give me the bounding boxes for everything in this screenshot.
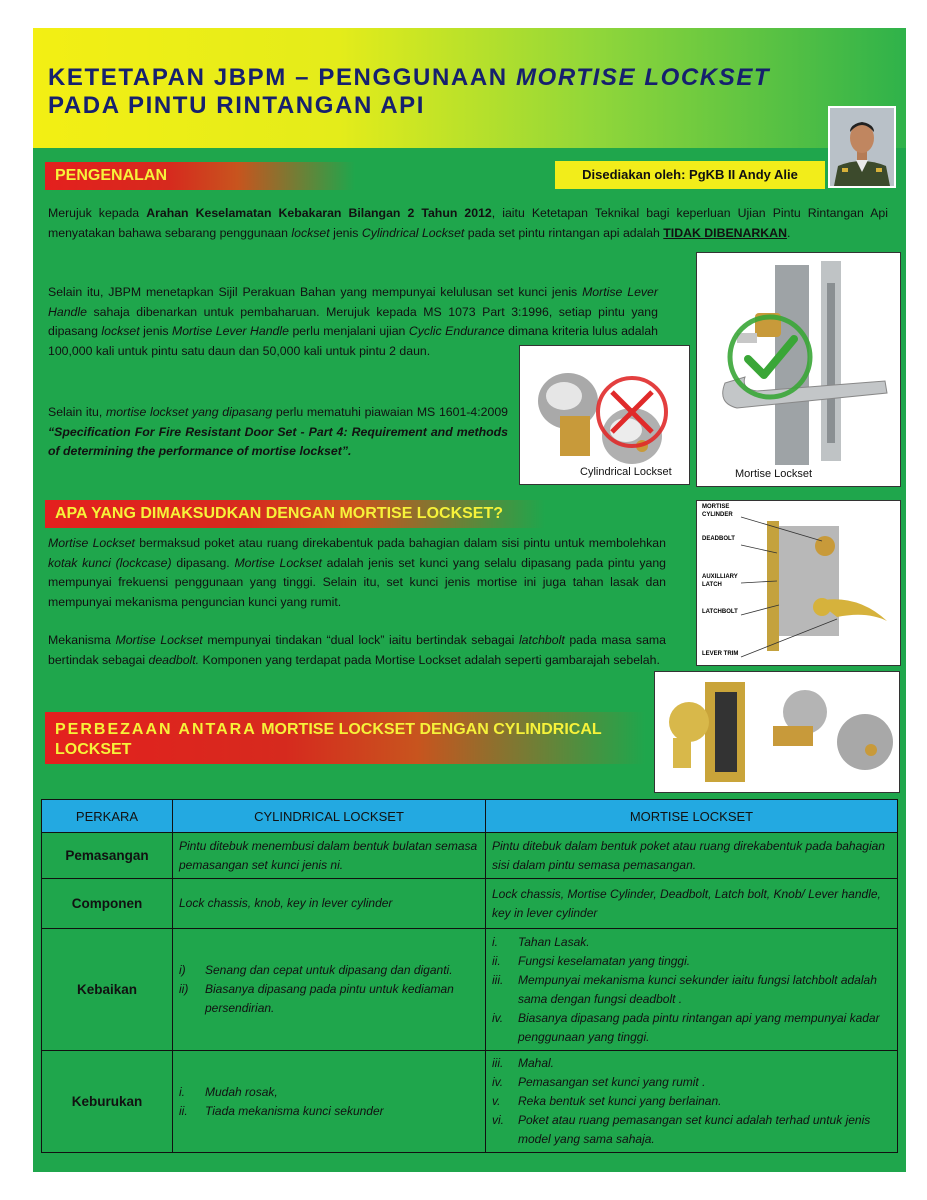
list-item <box>492 1009 891 1047</box>
list-item <box>179 961 479 980</box>
table-cell: Lock chassis, Mortise Cylinder, Deadbolt, Latch bolt, Knob/ Lever handle, key in lever cylinder <box>486 879 898 929</box>
intro-paragraph-3 <box>48 403 508 481</box>
text-run: mempunyai tindakan “dual lock” iaitu bertindak sebagai <box>202 633 519 647</box>
list-text: Biasanya dipasang pada pintu untuk kediaman persendirian. <box>205 982 454 1015</box>
text-run: , iaitu Ketetapan Teknikal bagi keperluan Ujian Pintu Rintangan Api menyatakan bahawa sebarang penggunaan <box>48 206 888 240</box>
rich-paragraph <box>48 204 888 243</box>
text-run: Cyclic Endurance <box>408 324 505 338</box>
text-run: perlu menjalani ujian <box>288 324 409 338</box>
text-run: dipasang. <box>171 555 235 570</box>
section-heading-text: PENGENALAN <box>55 167 168 184</box>
list-number: ii. <box>492 953 501 968</box>
table-header-row <box>42 800 898 833</box>
text-run: Arahan Keselamatan Kebakaran Bilangan 2 Tahun 2012 <box>146 206 492 220</box>
section-heading-text: APA YANG DIMAKSUDKAN DENGAN MORTISE LOCKSET? <box>55 505 504 522</box>
table-row <box>42 929 898 1051</box>
text-run: Komponen yang terdapat pada Mortise Lockset adalah seperti gambarajah sebelah. <box>199 652 660 667</box>
numbered-list <box>179 961 479 1018</box>
column-header: CYLINDRICAL LOCKSET <box>173 800 486 833</box>
table-cell <box>173 1051 486 1153</box>
text-run: Selain itu, JBPM menetapkan Sijil Perakuan Bahan yang mempunyai kelulusan set kunci jenis <box>48 285 583 299</box>
table-cell: Pintu ditebuk menembusi dalam bentuk bulatan semasa pemasangan set kunci jenis ni. <box>173 833 486 879</box>
caption-mortise: Mortise Lockset <box>735 468 813 480</box>
text-run: sahaja dibenarkan untuk pembaharuan. Merujuk kepada MS 1073 Part 3:1996, setiap pintu yang dipasang <box>48 304 658 338</box>
text-run: perlu mematuhi piawaian MS 1601-4:2009 <box>272 405 509 419</box>
text-run: Mortise Lever Handle <box>171 324 289 338</box>
text-run: Mortise Lockset <box>115 633 203 647</box>
row-label: Kebaikan <box>42 929 173 1051</box>
list-text: Mempunyai mekanisma kunci sekunder iaitu fungsi latchbolt adalah sama dengan fungsi deadbolt . <box>518 972 877 1006</box>
author-photo <box>828 106 896 188</box>
poster <box>33 28 906 1172</box>
row-label: Pemasangan <box>42 833 173 879</box>
title-line-2: PADA PINTU RINTANGAN API <box>48 92 426 119</box>
heading-part: PERBEZAAN ANTARA <box>55 721 257 738</box>
diagram-label: AUXILLIARY LATCH <box>702 574 738 588</box>
lockset-pair-image <box>654 671 900 793</box>
list-number: ii) <box>179 982 189 996</box>
list-item <box>492 1092 891 1111</box>
preparer-badge: Disediakan oleh: PgKB II Andy Alie <box>555 161 825 189</box>
text-run: . <box>786 225 791 240</box>
column-header: MORTISE LOCKSET <box>486 800 898 833</box>
column-header: PERKARA <box>42 800 173 833</box>
list-number: i. <box>179 1084 185 1099</box>
list-item <box>492 933 891 952</box>
row-label: Componen <box>42 879 173 929</box>
list-item <box>492 1111 891 1149</box>
table-cell <box>173 929 486 1051</box>
page-title <box>48 64 770 120</box>
text-run: TIDAK DIBENARKAN <box>663 225 787 240</box>
list-number: vi. <box>492 1113 504 1127</box>
comparison-table <box>41 799 898 1153</box>
rich-paragraph <box>48 403 508 462</box>
list-text: Fungsi keselamatan yang tinggi. <box>518 953 691 968</box>
text-run: Cylindrical Lockset <box>361 225 465 240</box>
text-run: kotak kunci (lockcase) <box>48 555 172 570</box>
text-run: mortise lockset yang dipasang <box>105 405 273 419</box>
text-run: Mortise Lockset <box>48 536 135 550</box>
table-cell: Lock chassis, knob, key in lever cylinder <box>173 879 486 929</box>
list-text: Mudah rosak, <box>205 1084 278 1099</box>
table-cell <box>486 929 898 1051</box>
list-text: Poket atau ruang pemasangan set kunci adalah terhad untuk jenis model yang sama sahaja. <box>518 1113 871 1146</box>
table-cell: Pintu ditebuk dalam bentuk poket atau ruang direkabentuk pada bahagian sisi dalam pintu semasa pemasangan. <box>486 833 898 879</box>
text-run: Mekanisma <box>48 633 116 647</box>
diagram-label: DEADBOLT <box>702 536 735 542</box>
text-run: Mortise Lockset <box>234 555 322 570</box>
what-paragraphs <box>48 534 666 689</box>
list-number: ii. <box>179 1103 188 1118</box>
row-label: Keburukan <box>42 1051 173 1153</box>
header-banner <box>33 28 906 148</box>
list-item <box>179 1102 479 1121</box>
section-heading-diff <box>45 712 645 764</box>
text-run: jenis <box>329 225 362 240</box>
list-text: Senang dan cepat untuk dipasang dan diganti. <box>205 963 453 977</box>
mortise-components-diagram <box>696 500 901 666</box>
rich-paragraph <box>48 631 666 670</box>
list-number: v. <box>492 1094 501 1108</box>
cross-mark-icon <box>592 372 672 452</box>
text-run: lockset <box>101 324 140 338</box>
text-run: adalah jenis set kunci yang selalu dipasang pada pintu yang mempunyai frekuensi penggunaan yang tinggi. Selain itu, set kunci jenis mortise ini juga tahan lasak dan mempunyai mekanisma penguncian kunci yang rumit. <box>48 555 667 609</box>
list-number: iv. <box>492 1075 504 1089</box>
section-heading-what <box>45 500 545 528</box>
caption-cylindrical: Cylindrical Lockset <box>580 466 672 478</box>
text-run: pada masa sama bertindak sebagai <box>48 633 666 667</box>
numbered-list <box>492 1054 891 1149</box>
list-number: i) <box>179 963 186 977</box>
text-run: Merujuk kepada <box>48 206 147 220</box>
list-item <box>179 980 479 1018</box>
diagram-label: LATCHBOLT <box>702 609 738 615</box>
heading-part: MORTISE LOCKSET DENGAN CYLINDRICAL <box>256 721 602 738</box>
list-text: Pemasangan set kunci yang rumit . <box>518 1075 706 1089</box>
cylindrical-lockset-image <box>519 345 690 485</box>
heading-part: LOCKSET <box>55 741 132 758</box>
section-heading-text <box>55 720 602 760</box>
list-number: iv. <box>492 1010 504 1025</box>
title-part-italic: MORTISE LOCKSET <box>515 64 771 91</box>
text-run: “Specification For Fire Resistant Door Set - Part 4: Requirement and methods of determining the performance of mortise lockset”. <box>48 424 508 458</box>
table-row <box>42 879 898 929</box>
list-item <box>492 971 891 1009</box>
text-run: pada set pintu rintangan api adalah <box>464 225 664 240</box>
text-run: bermaksud poket atau ruang direkabentuk pada bahagian dalam sisi pintu untuk membolehkan <box>134 536 666 550</box>
list-item <box>179 1083 479 1102</box>
numbered-list <box>492 933 891 1047</box>
rich-paragraph <box>48 534 666 612</box>
list-item <box>492 952 891 971</box>
mortise-lockset-image <box>696 252 901 487</box>
text-run: Selain itu, <box>48 405 106 419</box>
text-run: deadbolt. <box>148 652 200 667</box>
list-text: Tahan Lasak. <box>518 934 590 949</box>
section-heading-intro <box>45 162 355 190</box>
text-run: Mortise Lever Handle <box>48 285 658 319</box>
list-number: iii. <box>492 1056 504 1070</box>
check-mark-icon <box>722 309 818 405</box>
list-number: iii. <box>492 972 504 987</box>
diagram-label: LEVER TRIM <box>702 651 739 657</box>
table-row <box>42 833 898 879</box>
list-text: Mahal. <box>518 1056 555 1070</box>
numbered-list <box>179 1083 479 1121</box>
text-run: dimana kriteria lulus adalah 100,000 kali untuk pintu satu daun dan 50,000 kali untuk pintu 2 daun. <box>48 324 659 358</box>
list-item <box>492 1073 891 1092</box>
table-cell <box>486 1051 898 1153</box>
diagram-label: MORTISE CYLINDER <box>702 504 733 518</box>
text-run: jenis <box>139 324 172 338</box>
list-text: Reka bentuk set kunci yang berlainan. <box>518 1094 722 1108</box>
text-run: latchbolt <box>518 633 565 647</box>
table-row <box>42 1051 898 1153</box>
title-part: KETETAPAN JBPM – PENGGUNAAN <box>48 64 516 91</box>
list-text: Tiada mekanisma kunci sekunder <box>205 1103 384 1118</box>
list-item <box>492 1054 891 1073</box>
list-number: i. <box>492 934 498 949</box>
list-text: Biasanya dipasang pada pintu rintangan api yang mempunyai kadar penggunaan yang tinggi. <box>518 1010 880 1044</box>
text-run: lockset <box>291 225 330 240</box>
